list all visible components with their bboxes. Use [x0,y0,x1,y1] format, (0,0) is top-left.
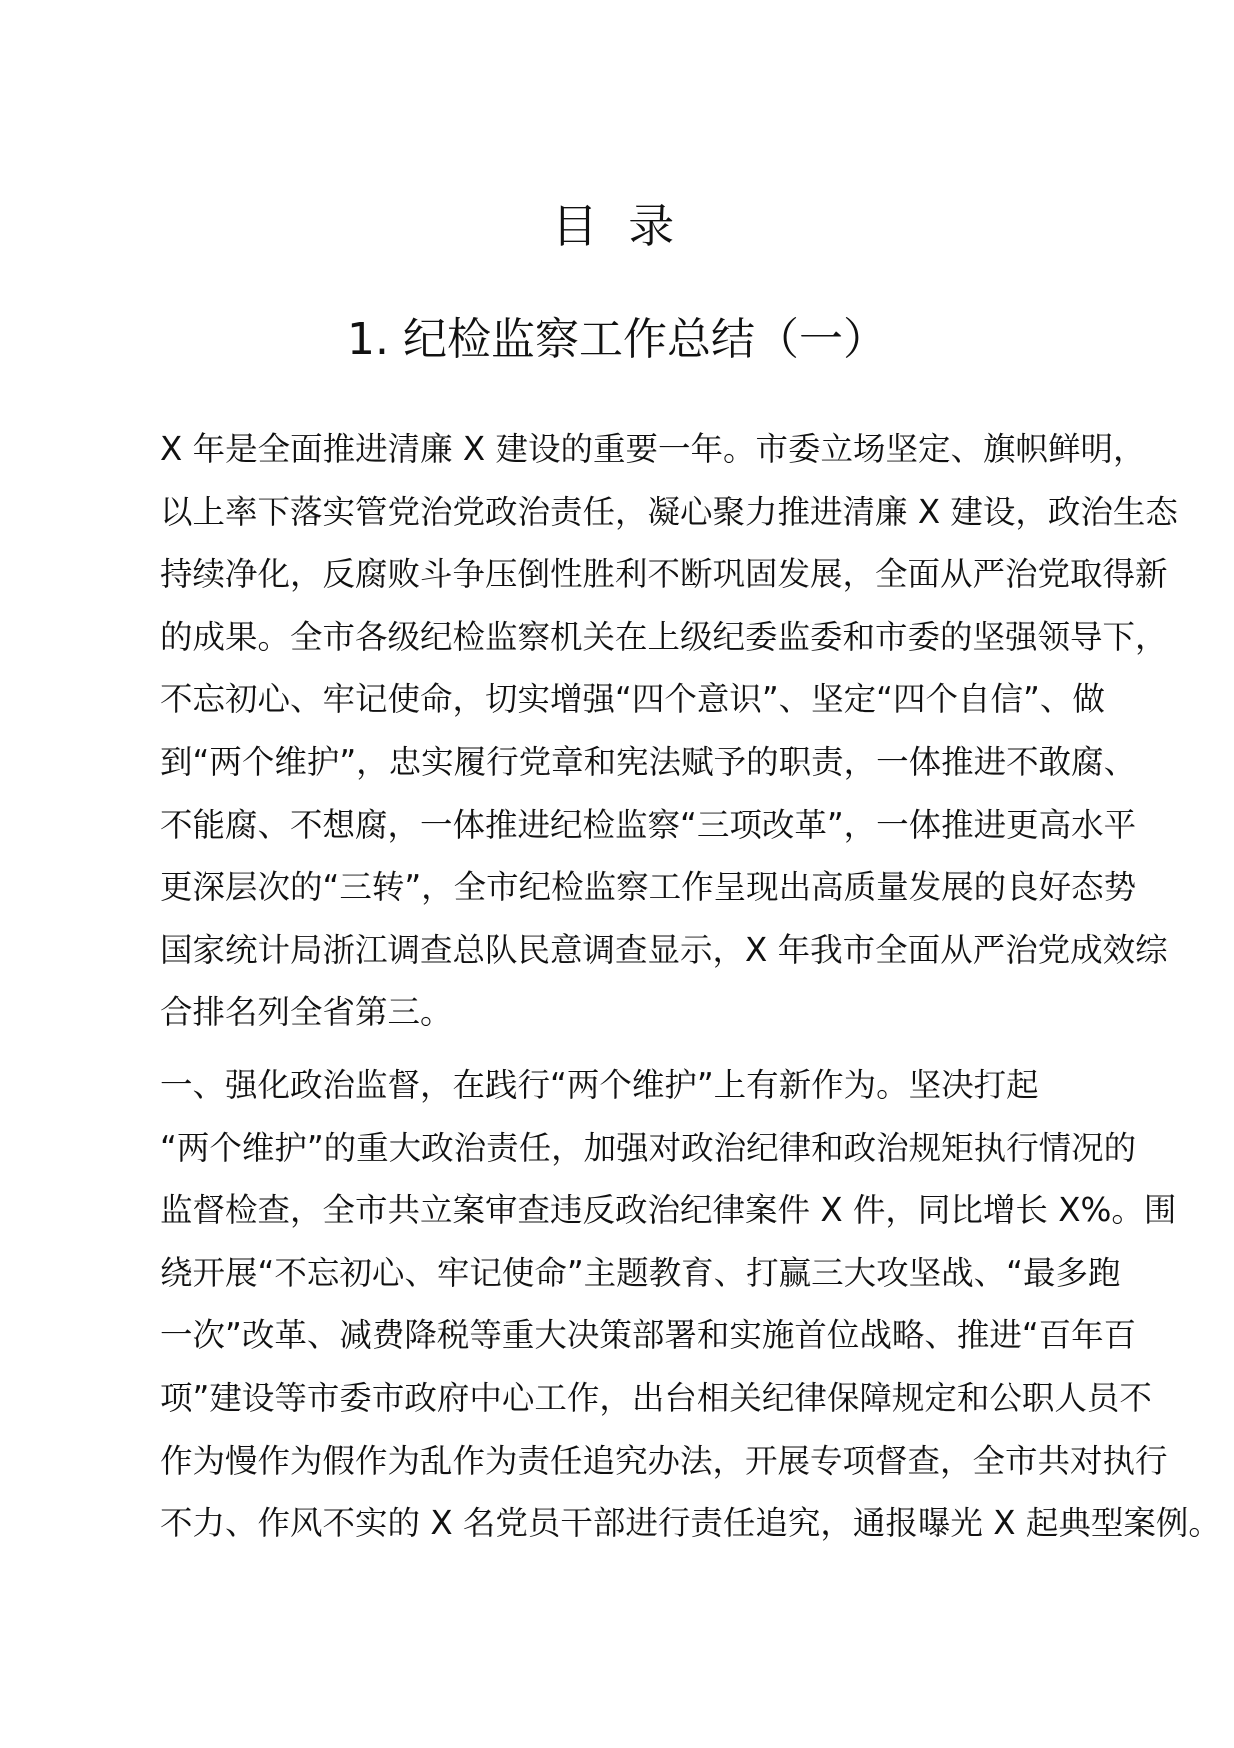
paragraph-line: 到“两个维护”，忠实履行党章和宪法赋予的职责，一体推进不敢腐、 [160,742,1137,781]
paragraph-line: 一次”改革、减费降税等重大决策部署和实施首位战略、推进“百年百 [160,1316,1137,1355]
paragraph-intro [92,418,1178,1044]
paragraph-line: 绕开展“不忘初心、牢记使命”主题教育、打赢三大攻坚战、“最多跑 [160,1253,1121,1292]
paragraph-line: 以上率下落实管党治党政治责任，凝心聚力推进清廉 X 建设，政治生态 [160,492,1178,531]
paragraph-line: 的成果。全市各级纪检监察机关在上级纪委监委和市委的坚强领导下， [160,617,1168,656]
paragraph-line: “两个维护”的重大政治责任，加强对政治纪律和政治规矩执行情况的 [160,1128,1137,1167]
paragraph-line: 监督检查，全市共立案审查违反政治纪律案件 X 件，同比增长 X%。围 [160,1191,1177,1230]
section-title: 1. 纪检监察工作总结（一） [347,314,887,365]
paragraph-political-supervision [92,1054,1221,1555]
paragraph-line: 不能腐、不想腐，一体推进纪检监察“三项改革”，一体推进更高水平 [160,805,1137,844]
paragraph-line: 合排名列全省第三。 [160,993,453,1032]
paragraph-line: 项”建设等市委市政府中心工作，出台相关纪律保障规定和公职人员不 [160,1378,1152,1417]
toc-title: 目 录 [551,199,683,253]
paragraph-line: X 年是全面推进清廉 X 建设的重要一年。市委立场坚定、旗帜鲜明， [160,430,1146,468]
paragraph-line: 更深层次的“三转”，全市纪检监察工作呈现出高质量发展的良好态势 [160,868,1137,907]
paragraph-line: 不力、作风不实的 X 名党员干部进行责任追究，通报曝光 X 起典型案例。 [160,1504,1221,1543]
paragraph-line: 一、强化政治监督，在践行“两个维护”上有新作为。坚决打起 [160,1066,1039,1104]
paragraph-line: 持续净化，反腐败斗争压倒性胜利不断巩固发展，全面从严治党取得新 [160,555,1168,594]
paragraph-line: 不忘初心、牢记使命，切实增强“四个意识”、坚定“四个自信”、做 [160,680,1105,719]
paragraph-line: 国家统计局浙江调查总队民意调查显示，X 年我市全面从严治党成效综 [160,930,1168,969]
paragraph-line: 作为慢作为假作为乱作为责任追究办法，开展专项督查，全市共对执行 [160,1441,1168,1480]
